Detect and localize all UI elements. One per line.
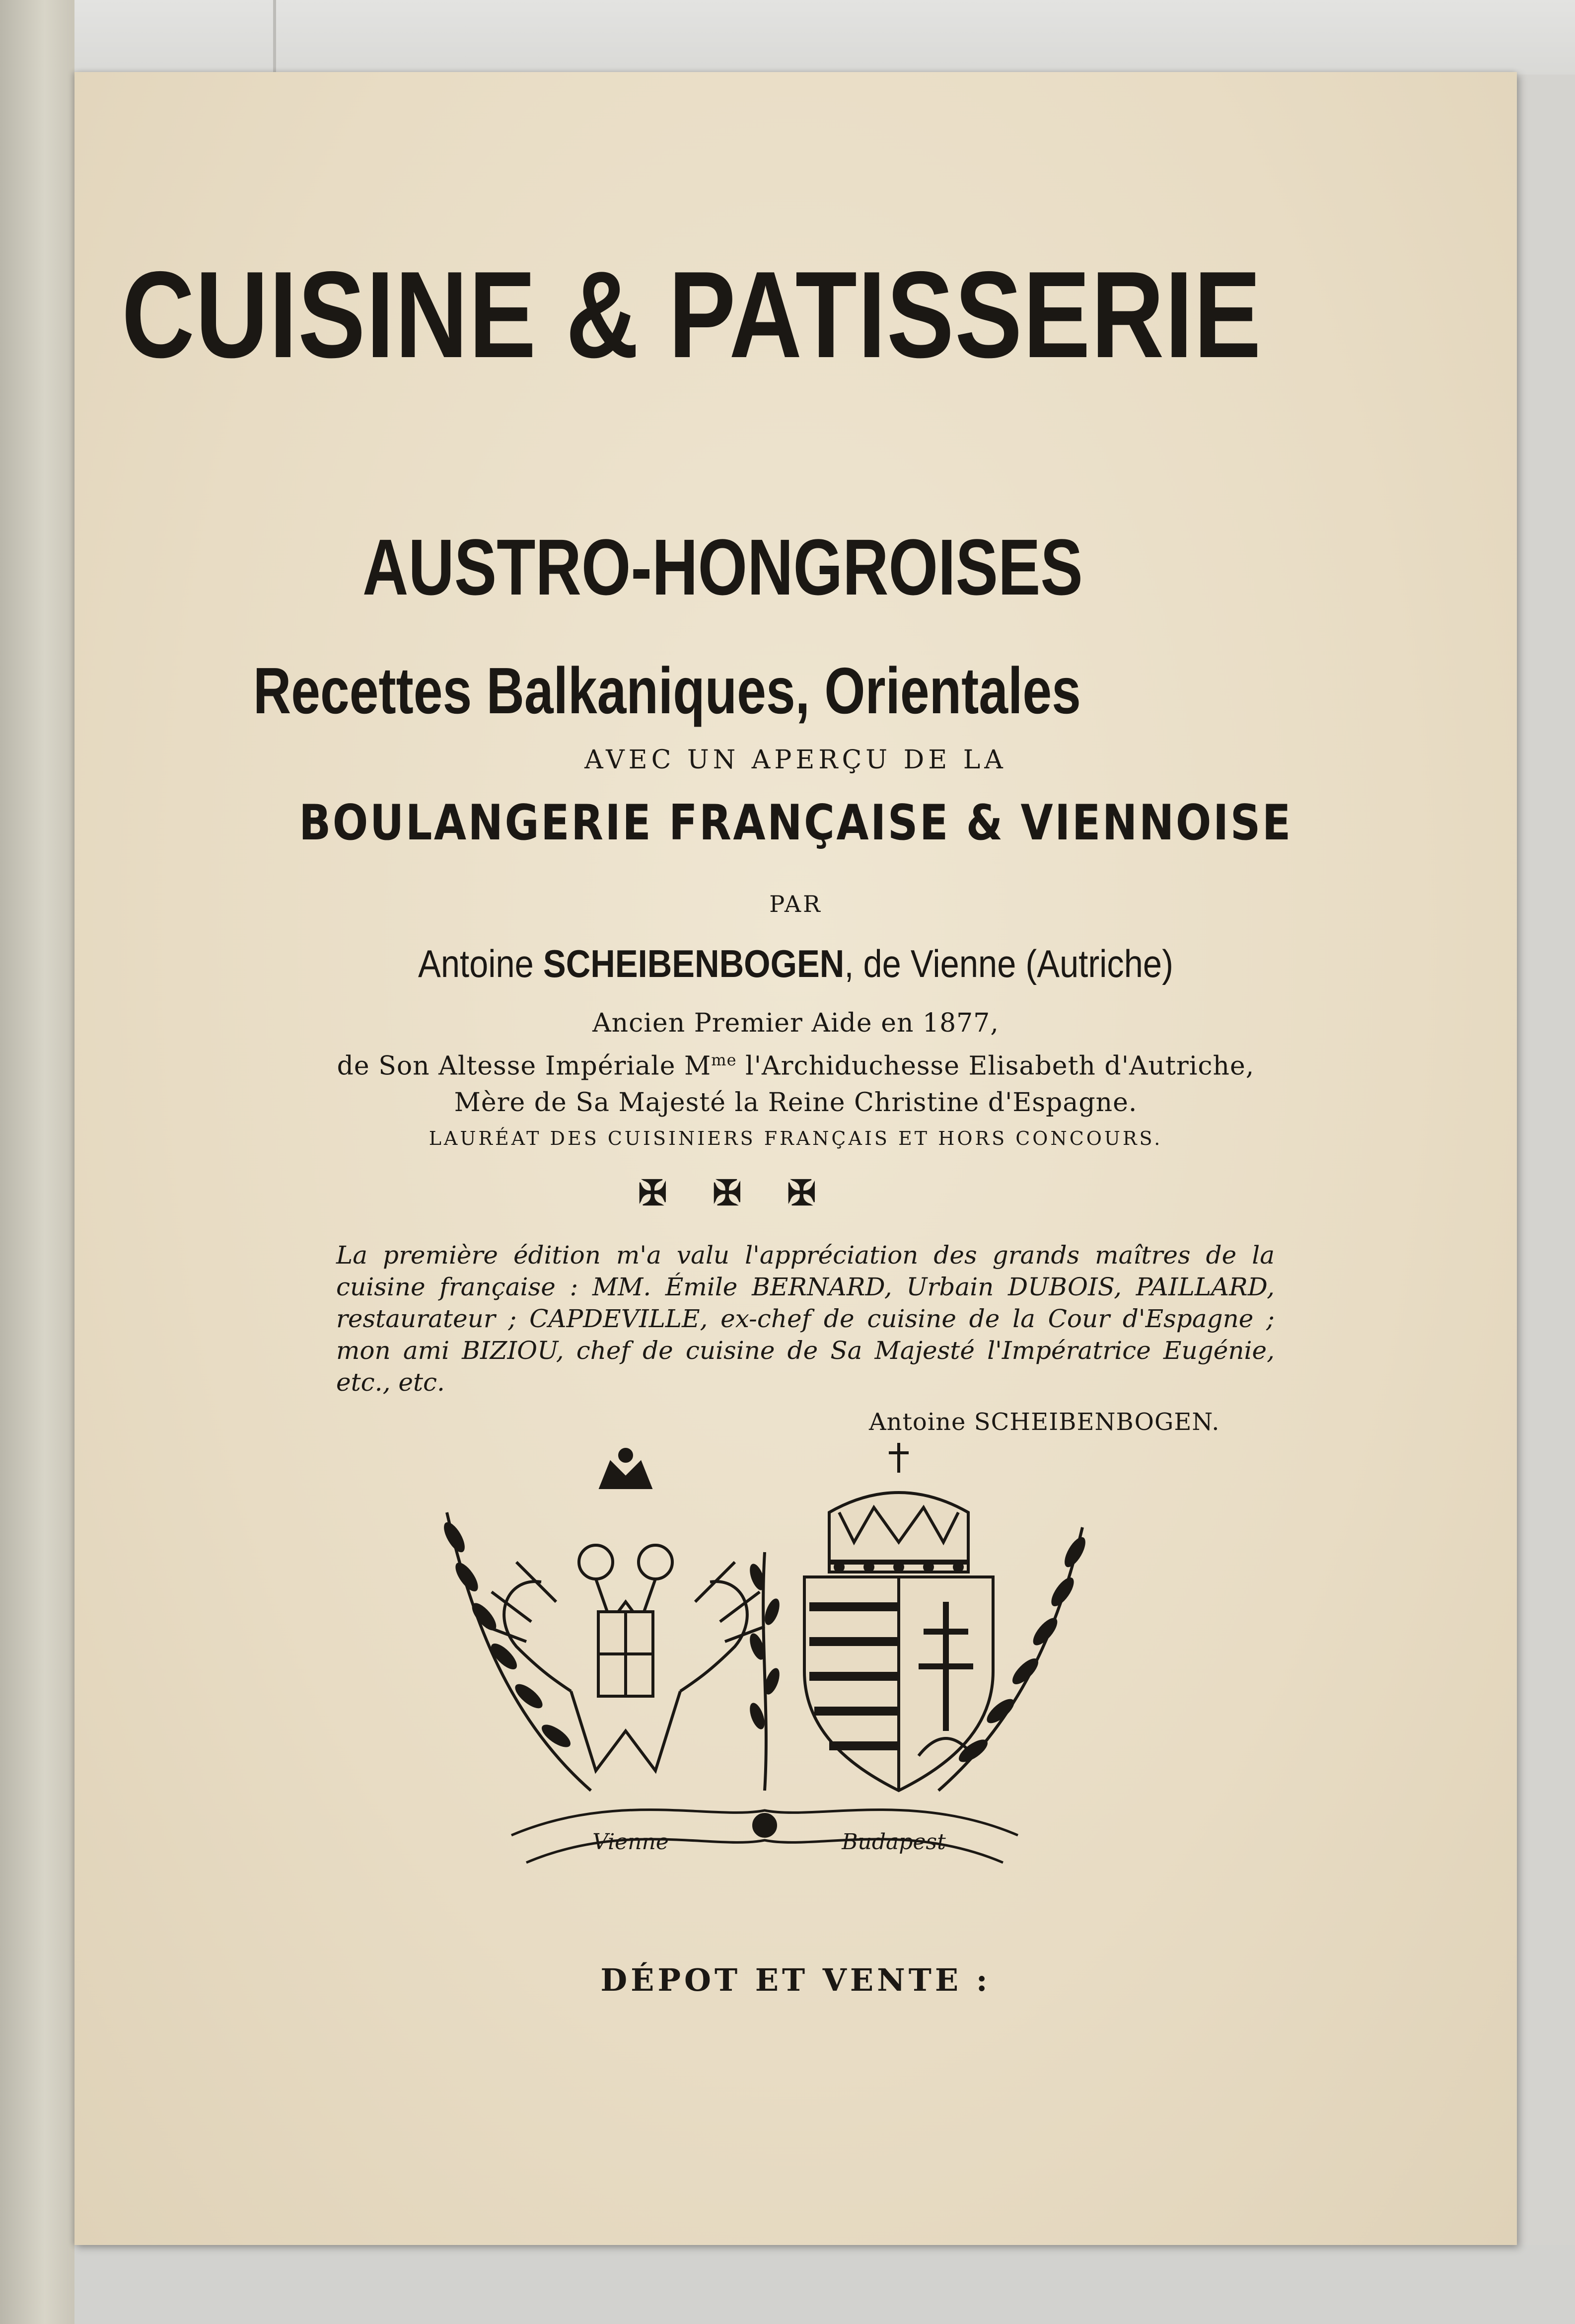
austro-hungarian-coat-of-arms xyxy=(392,1413,1137,1910)
author-credential-4: LAURÉAT DES CUISINIERS FRANÇAIS ET HORS CONCOURS. xyxy=(429,1127,1163,1149)
top-background xyxy=(74,0,1575,75)
ornament-icon: ✠ xyxy=(713,1172,742,1213)
ribbon-label-right: Budapest xyxy=(842,1829,946,1855)
author-name xyxy=(161,941,1430,986)
author-last-name: SCHEIBENBOGEN xyxy=(543,942,845,985)
testimonial-quote: La première édition m'a valu l'appréciation des grands maîtres de la cuisine française : MM. Émile BERNARD, Urbain DUBOIS, PAILLARD, restaurateur ; CAPDEVILLE, ex-chef de cuisine de la Cour d'Espagne ; mon ami BIZIOU, chef de cuisine de Sa Majesté l'Impératrice Eugénie, etc., etc. xyxy=(336,1241,1275,1397)
author-credential-1: Ancien Premier Aide en 1877, xyxy=(592,1008,999,1038)
subtitle-boulangerie: BOULANGERIE FRANÇAISE & VIENNOISE xyxy=(299,795,1292,851)
book-subtitle-secondary: Recettes Balkaniques, Orientales xyxy=(253,654,1081,727)
quote-signature: Antoine SCHEIBENBOGEN. xyxy=(869,1408,1220,1436)
ribbon-label-left: Vienne xyxy=(592,1829,669,1855)
subtitle-connector: AVEC UN APERÇU DE LA xyxy=(584,745,1007,775)
author-credential-2: de Son Altesse Impériale $M^{me}$ l'Archiduchesse Elisabeth d'Autriche, xyxy=(337,1050,1255,1081)
book-subtitle: AUSTRO-HONGROISES xyxy=(362,523,1083,611)
ornament-icon: ✠ xyxy=(638,1172,667,1213)
bottom-background xyxy=(74,2245,1575,2324)
double-headed-eagle-icon xyxy=(487,1449,765,1771)
by-label: PAR xyxy=(769,891,822,917)
author-credential-3: Mère de Sa Majesté la Reine Christine d'Espagne. xyxy=(454,1088,1138,1118)
laurel-branch-left-icon xyxy=(447,1512,591,1791)
crown-icon xyxy=(829,1443,968,1572)
author-first-name: Antoine xyxy=(418,942,534,985)
book-title: CUISINE & PATISSERIE xyxy=(122,245,1262,383)
ornament-icon: ✠ xyxy=(787,1172,816,1213)
title-page xyxy=(74,72,1517,2245)
depot-label: DÉPOT ET VENTE : xyxy=(600,1962,991,1998)
author-origin: , de Vienne (Autriche) xyxy=(844,942,1173,985)
book-spine-background xyxy=(0,0,74,2324)
